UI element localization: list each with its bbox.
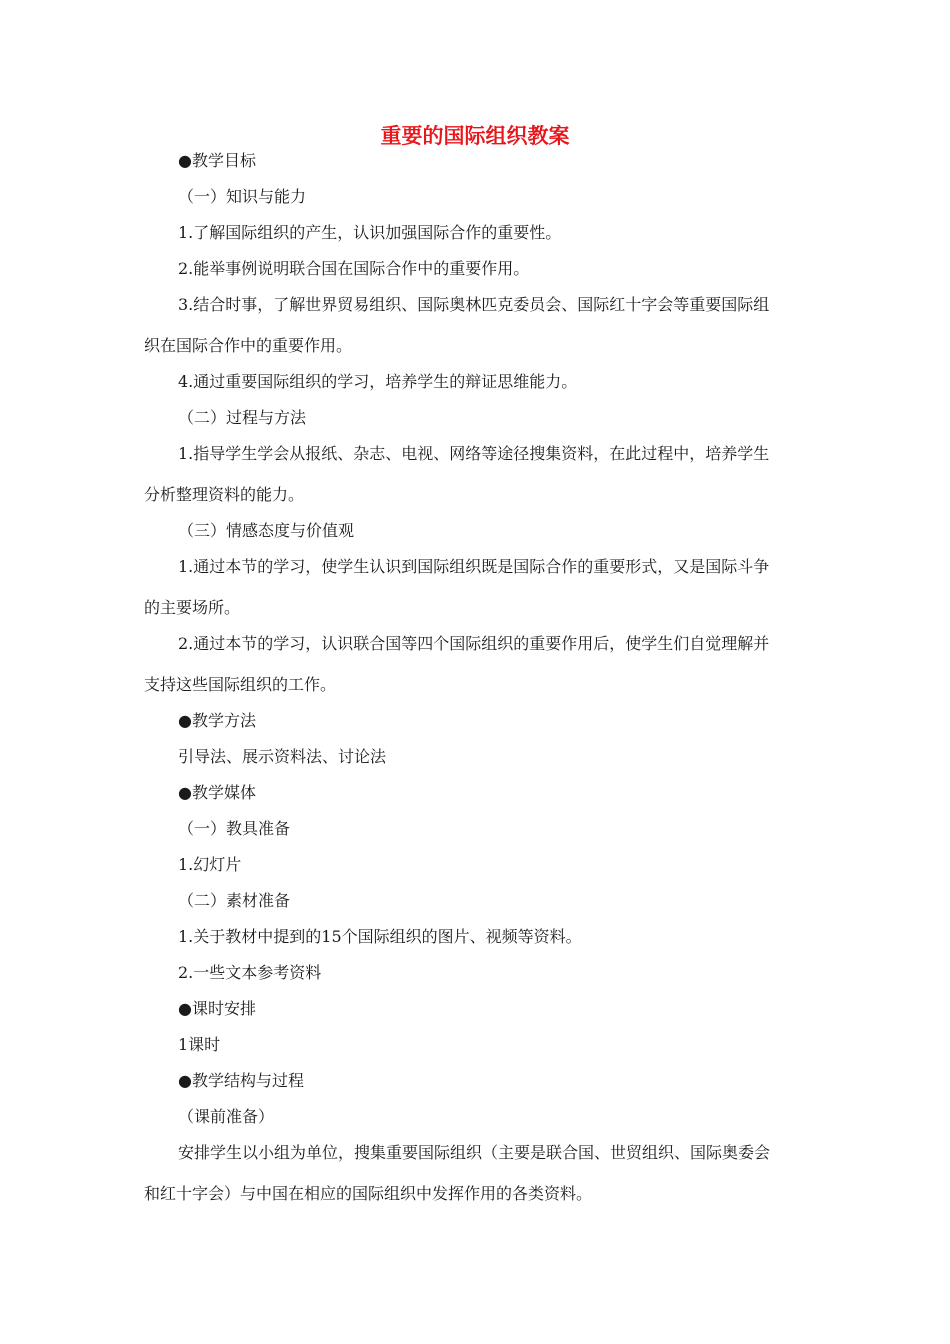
paragraph-line: 1.指导学生学会从报纸、杂志、电视、网络等途径搜集资料，在此过程中，培养学生 <box>178 444 770 463</box>
paragraph-line: 1.关于教材中提到的15个国际组织的图片、视频等资料。 <box>178 927 582 946</box>
paragraph-line: 3.结合时事，了解世界贸易组织、国际奥林匹克委员会、国际红十字会等重要国际组 <box>178 295 770 314</box>
paragraph-line: 2.通过本节的学习，认识联合国等四个国际组织的重要作用后，使学生们自觉理解并 <box>178 634 770 653</box>
paragraph-line: 和红十字会）与中国在相应的国际组织中发挥作用的各类资料。 <box>144 1184 593 1203</box>
paragraph-line: 1.通过本节的学习，使学生认识到国际组织既是国际合作的重要形式，又是国际斗争 <box>178 557 770 576</box>
section-heading-teaching-media: ●教学媒体 <box>178 783 256 802</box>
document-title: 重要的国际组织教案 <box>380 124 570 148</box>
subsection-heading: （二）过程与方法 <box>178 408 307 427</box>
paragraph-line: 1.幻灯片 <box>178 855 242 874</box>
paragraph-line: 分析整理资料的能力。 <box>144 485 305 504</box>
paragraph-line: 2.能举事例说明联合国在国际合作中的重要作用。 <box>178 259 530 278</box>
subsection-heading: （三）情感态度与价值观 <box>178 521 355 540</box>
section-heading-class-hours: ●课时安排 <box>178 999 256 1018</box>
paragraph-line: 支持这些国际组织的工作。 <box>144 675 337 694</box>
paragraph-line: 1课时 <box>178 1035 221 1054</box>
subsection-heading: （一）知识与能力 <box>178 187 307 206</box>
section-heading-teaching-goals: ●教学目标 <box>178 151 256 170</box>
paragraph-line: 4.通过重要国际组织的学习，培养学生的辩证思维能力。 <box>178 372 578 391</box>
section-heading-teaching-methods: ●教学方法 <box>178 711 256 730</box>
paragraph-line: 2.一些文本参考资料 <box>178 963 322 982</box>
paragraph-line: 安排学生以小组为单位，搜集重要国际组织（主要是联合国、世贸组织、国际奥委会 <box>178 1143 771 1162</box>
paragraph-line: 的主要场所。 <box>144 598 241 617</box>
subsection-heading: （一）教具准备 <box>178 819 291 838</box>
subsection-heading: （课前准备） <box>178 1107 275 1126</box>
paragraph-line: 引导法、展示资料法、讨论法 <box>178 747 387 766</box>
section-heading-structure-process: ●教学结构与过程 <box>178 1071 304 1090</box>
paragraph-line: 1.了解国际组织的产生，认识加强国际合作的重要性。 <box>178 223 562 242</box>
paragraph-line: 织在国际合作中的重要作用。 <box>144 336 353 355</box>
subsection-heading: （二）素材准备 <box>178 891 291 910</box>
